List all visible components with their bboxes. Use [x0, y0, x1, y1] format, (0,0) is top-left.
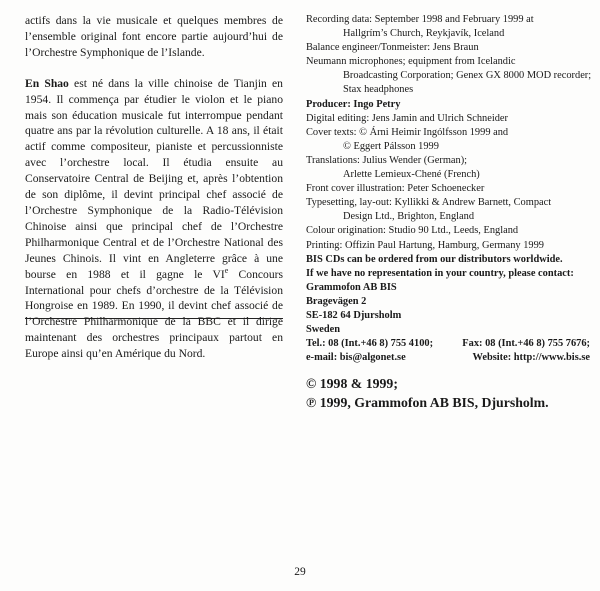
postcode-city: SE-182 64 Djursholm [306, 309, 402, 321]
digital-editing-line: Digital editing: Jens Jamin and Ulrich Schneider [306, 112, 508, 124]
en-shao-bio-part1: est né dans la ville chinoise de Tianjin en 1954. Il commença par étudier le violon et le piano mais son éducation musicale fut interrompue pendant quatre ans par la révolution culturelle. A 18 ans, il était actif comme compositeur, pianiste et percussionniste avec l’orchestre local. Il étudia ensuite au Conservatoire Central de Beijing et, après l’obtention de son diplôme, il devint principal chef associé de l’Orchestre Symphonique de la Radio-Télévision Chinoise ainsi que principal chef de l’Orchestre Philharmonique Central et de l’Orchestre National des Jeunes Chinois. Il vint en Angleterre grâce à une bourse en 1988 et il gagne le VI [25, 76, 283, 281]
telephone: Tel.: 08 (Int.+46 8) 755 4100; [306, 338, 434, 350]
company-name: Grammofon AB BIS [306, 281, 397, 293]
translations-line-2: Arlette Lemieux-Chené (French) [343, 169, 480, 181]
en-shao-name: En Shao [25, 76, 69, 90]
equipment-line: Broadcasting Corporation; Genex GX 8000 MOD recorder; [343, 70, 592, 82]
page-number: 29 [294, 566, 306, 578]
street-address: Bragevägen 2 [306, 295, 367, 307]
balance-engineer-line: Balance engineer/Tonmeister: Jens Braun [306, 42, 479, 54]
paragraph-en-shao [25, 76, 283, 362]
fax: Fax: 08 (Int.+46 8) 755 7676; [462, 338, 590, 350]
printing-line: Printing: Offizin Paul Hartung, Hamburg, Germany 1999 [306, 239, 544, 251]
section-divider [25, 318, 283, 319]
copyright-line: © 1998 & 1999; [306, 376, 398, 392]
en-shao-bio-part2: Concours International pour chefs d’orchestre de la Télévision Hongroise en 1989. En 1990, il devint chef associé de l’Orchestre Philharmonique de la BBC et il dirige maintenant des orchestres principaux partout en Europe ainsi qu’en Amérique du Nord. [25, 267, 283, 361]
representation-line: If we have no representation in your country, please contact: [306, 267, 574, 279]
email-web-row [306, 351, 590, 365]
recording-data-line: Recording data: September 1998 and February 1999 at [306, 14, 534, 25]
order-info-line: BIS CDs can be ordered from our distributors worldwide. [306, 253, 563, 265]
translations-line: Translations: Julius Wender (German); [306, 154, 468, 166]
producer-line: Producer: Ingo Petry [306, 98, 401, 110]
typesetting-line: Typesetting, lay-out: Kyllikki & Andrew Barnett, Compact [306, 197, 552, 209]
colour-origination-line: Colour origination: Studio 90 Ltd., Leeds, England [306, 225, 519, 237]
left-column [25, 13, 283, 362]
contact-block [306, 253, 590, 366]
front-cover-line: Front cover illustration: Peter Schoenecker [306, 183, 485, 195]
paragraph-orchestre-text: actifs dans la vie musicale et quelques membres de l’ensemble original font encore partie aujourd’hui de l’Orchestre Symphonique de l’Islande. [25, 14, 283, 59]
recording-venue-line: Hallgrím’s Church, Reykjavík, Iceland [343, 28, 505, 40]
paragraph-orchestre [25, 13, 283, 61]
ordinal-superscript: e [224, 265, 229, 275]
cover-texts-line-2: © Eggert Pálsson 1999 [343, 140, 439, 152]
phonogram-line: ℗ 1999, Grammofon AB BIS, Djursholm. [306, 395, 549, 411]
microphones-line: Neumann microphones; equipment from Icelandic [306, 56, 516, 68]
email-address: e-mail: bis@algonet.se [306, 352, 406, 364]
typesetting-line-2: Design Ltd., Brighton, England [343, 211, 475, 223]
headphones-line: Stax headphones [343, 84, 414, 96]
website: Website: http://www.bis.se [472, 352, 590, 364]
cover-texts-line: Cover texts: © Árni Heimir Ingólfsson 1999 and [306, 126, 509, 138]
country: Sweden [306, 324, 341, 336]
copyright-block [306, 374, 590, 412]
credits-column [306, 13, 590, 412]
phone-fax-row [306, 337, 590, 351]
